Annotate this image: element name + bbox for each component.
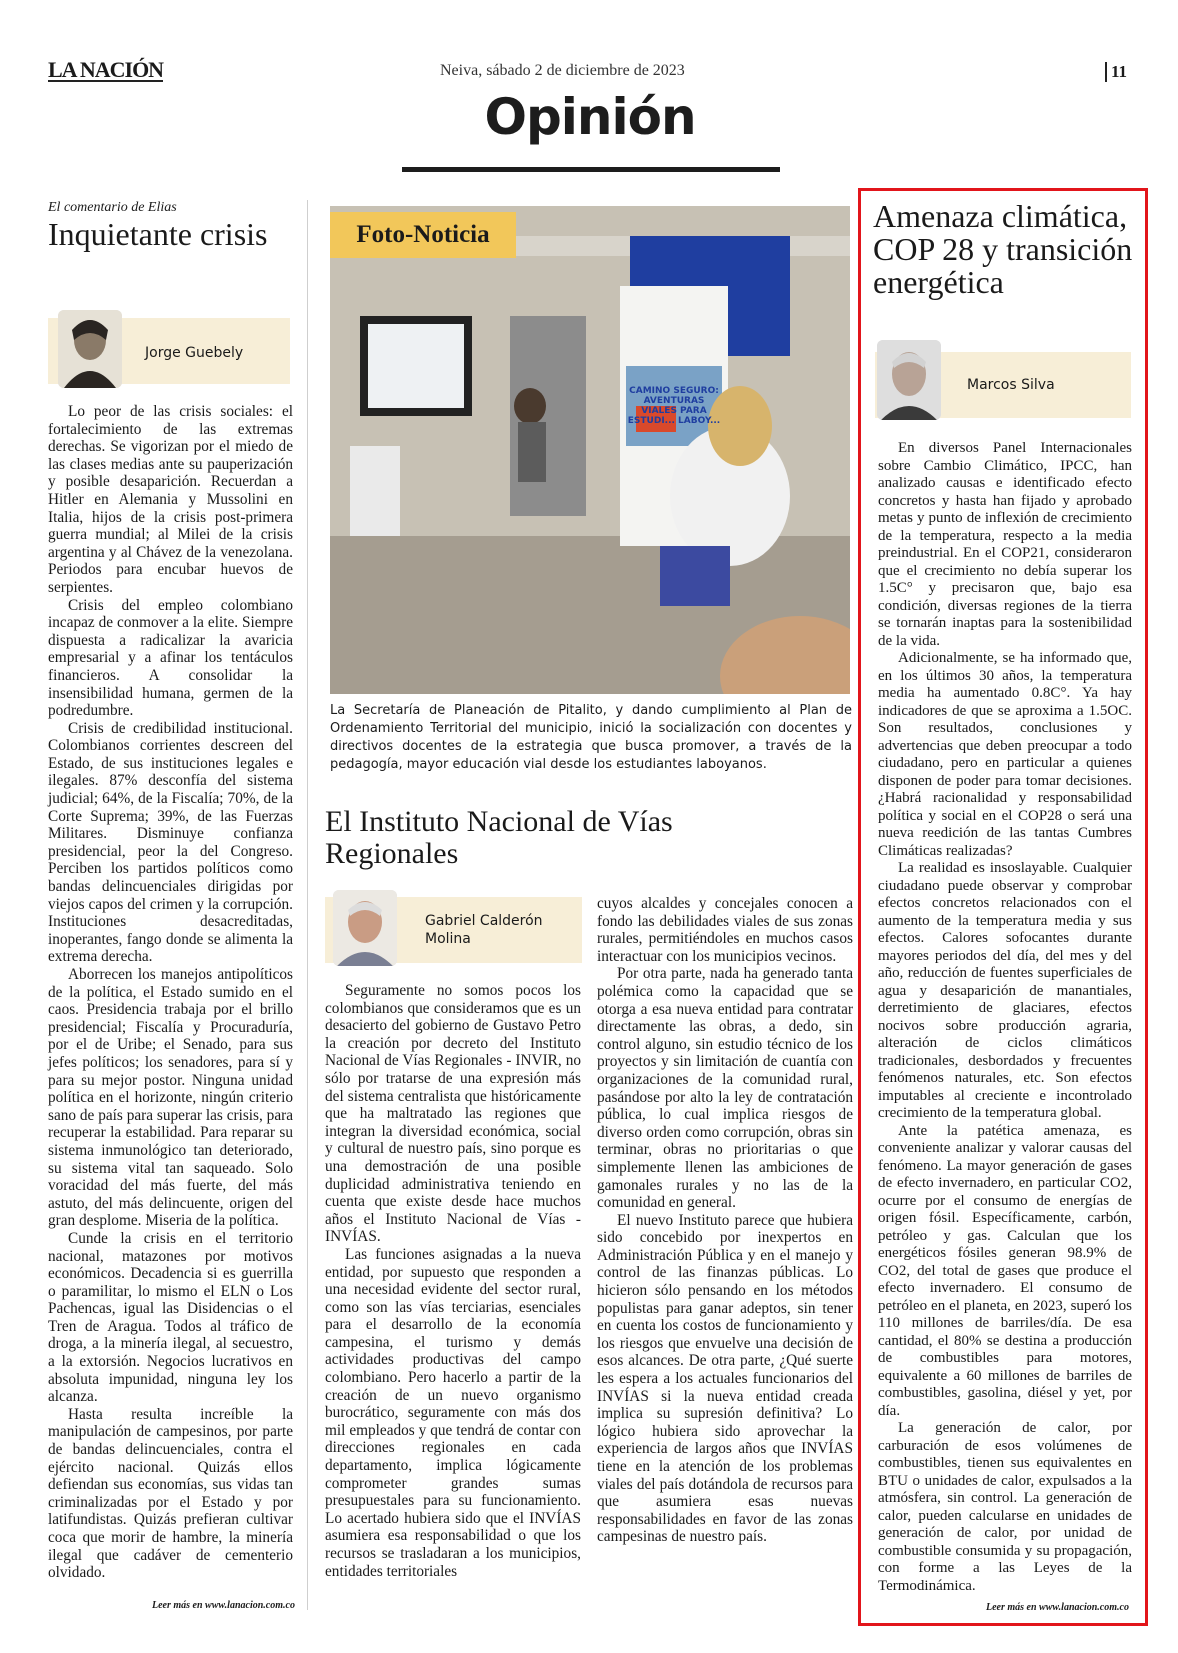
paragraph: La realidad es insoslayable. Cualquier ciudadano puede observar y comprobar efectos concretos relacionados con el aumento de la temperatura media y sus efectos. Calores sofocantes durante mayores periodos del día, del mes y del año, reducción de fuentes superficiales de agua y desaparición de manantiales, derretimiento de glaciares, efectos nocivos sobre producción agraria, alteración de ciclos climáticos tradicionales, desbordados y frecuentes fenómenos naturales, etc. Son efectos imputables al creciente e incontrolado crecimiento de la temperatura global. <box>878 860 1132 1121</box>
newspaper-logo: LA NACIÓN <box>48 57 164 82</box>
paragraph: Adicionalmente, se ha informado que, en los últimos 30 años, la temperatura media ha aumentado 0.8C°. Ya hay indicadores de que se aproxima a 1.5OC. Son resultados, conclusiones y advertencias que deben preocupar a todo ciudadano, pero en particular a quienes disponen de poder para tomar decisiones. ¿Habrá racionalidad y responsabilidad política y social en el COP28 o será una nueva reedición de las tantas Cumbres Climáticas realizadas? <box>878 650 1132 859</box>
author-photo <box>333 890 397 966</box>
paragraph: Aborrecen los manejos antipolíticos de la política, el Estado sumido en el caos. Presidencia trabaja por el brillo presidencial; Fiscalía y Procuraduría, por el de Uribe; el Senado, para sus jefes políticos; los senadores, para sí y para su mejor postor. Ninguna unidad política en el horizonte, ningún criterio sano de país para superar las crisis, para recuperar la estabilidad. Para reparar su sistema inmunológico tan deteriorado, su sistema vital tan saqueado. Solo voracidad del más fuerte, del más astuto, del más delincuente, origen del gran desplome. Miseria de la política. <box>48 966 293 1230</box>
paragraph: Crisis de credibilidad institucional. Colombianos corrientes descreen del Estado, de sus instituciones legales e ilegales. 87% desconfía del sistema judicial; 64%, de la Fiscalía; 70%, de la Corte Suprema; 39%, de las Fuerzas Militares. Disminuye confianza presidencial, peor la del Congreso. Perciben los partidos políticos como bandas delincuenciales dirigidas por viejos capos del crimen y la corrupción. Instituciones desacreditadas, inoperantes, fango donde se alimenta la extrema derecha. <box>48 719 293 966</box>
read-more-link[interactable]: Leer más en www.lanacion.com.co <box>986 1602 1129 1613</box>
paragraph: Lo peor de las crisis sociales: el fortalecimiento de las extremas derechas. Se vigorizan por el miedo de las clases medias ante su pauperización y posible desaparición. Recuerdan a Hitler en Alemania y Mussolini en Italia, hijos de la crisis post-primera guerra mundial; al Milei de la crisis argentina y al Chávez de la venezolana. Periodos para encubar huevos de serpientes. <box>48 403 293 596</box>
article-title: Amenaza climática, COP 28 y transición energética <box>873 198 1133 300</box>
paragraph: Crisis del empleo colombiano incapaz de conmover a la elite. Siempre dispuesta a radicalizar la avaricia empresarial y a afinar los tentáculos financieros. A consolidar la insensibilidad humana, germen de la podredumbre. <box>48 596 293 720</box>
section-title: Opinión <box>484 88 696 146</box>
article-title: Inquietante crisis <box>48 216 268 252</box>
article-body-col2 <box>597 895 853 1546</box>
paragraph: La generación de calor, por carburación de esos volúmenes de combustibles, tienen sus equivalentes en BTU o unidades de calor, expulsados a la atmósfera, sin control. La generación de calor, pueden calcularse en unidades de generación de calor, por unidad de combustible consumida y su propagación, con forme a las Leyes de la Termodinámica. <box>878 1420 1132 1594</box>
article-body <box>878 440 1132 1595</box>
article-title: El Instituto Nacional de Vías Regionales <box>325 805 673 870</box>
photo-news-tag: Foto-Noticia <box>330 212 516 258</box>
paragraph: El nuevo Instituto parece que hubiera sido concebido por inexpertos en Administración Pública y en el manejo y control de las finanzas públicas. Lo hicieron sólo pensando en los métodos populistas para ganar adeptos, sin tener en cuenta los costos de funcionamiento y los riesgos que envuelve una decisión de esos alcances. De otra parte, ¿Qué suerte les espera a los actuales funcionarios del INVÍAS si la nueva entidad creada implica su supresión definitiva? Lo lógico hubiera sido aprovechar la experiencia de largos años que INVÍAS tiene en la atención de los problemas viales del país dotándola de recursos para que asumiera esas nuevas responsabilidades en favor de las zonas campesinas de nuestro país. <box>597 1211 853 1546</box>
author-photo <box>58 310 122 388</box>
paragraph: En diversos Panel Internacionales sobre Cambio Climático, IPCC, han analizado causas e identificado efecto concretos y hasta han fijado y aprobado metas y punto de inflexión de crecimiento de la temperatura, respecto a la media preindustrial. En el COP21, consideraron que el crecimiento no debía superar los 1.5C° y precisaron que, bajo esa condición, diversas regiones de la tierra se tornarán inaptas para la sostenibilidad de la vida. <box>878 440 1132 649</box>
article-body <box>48 403 293 1582</box>
paragraph: Seguramente no somos pocos los colombianos que consideramos que es un desacierto del gobierno de Gustavo Petro la creación por decreto del Instituto Nacional de Vías Regionales - INVIR, no sólo por tratarse de una expresión más del sistema centralista que históricamente que ha maltratado las regiones que integran la diversidad económica, social y cultural de nuestro país, sino porque es una demostración de una posible duplicidad administrativa teniendo en cuenta que existe desde hace muchos años el Instituto Nacional de Vías - INVÍAS. <box>325 982 581 1246</box>
column-divider <box>307 200 308 1610</box>
page-number: 11 <box>1105 62 1127 82</box>
dateline: Neiva, sábado 2 de diciembre de 2023 <box>440 62 685 79</box>
paragraph: Por otra parte, nada ha generado tanta polémica como la capacidad que se otorga a esa nueva entidad para contratar directamente las obras, a dedo, sin control alguno, sin estudio técnico de los proyectos y sin limitación de cuantía con organizaciones de la comunidad rural, pasándose por alto la ley de contratación pública, lo cual implica riesgos de diverso orden como corrupción, obras sin terminar, obras no prioritarias o que simplemente llenen las ambiciones de gamonales rurales y no las de la comunidad en general. <box>597 965 853 1212</box>
poster-text: CAMINO SEGURO: AVENTURAS VIALES PARA ESTUDI... LABOY... <box>627 386 721 426</box>
author-name: Jorge Guebely <box>145 345 244 361</box>
news-photo <box>330 206 850 694</box>
article-kicker: El comentario de Elias <box>48 200 177 215</box>
section-underline <box>402 167 780 172</box>
photo-caption: La Secretaría de Planeación de Pitalito, y dando cumplimiento al Plan de Ordenamiento Territorial del municipio, inició la socialización con docentes y directivos docentes de la estrategia que busca promover, a través de la pedagogía, mayor educación vial desde los estudiantes laboyanos. <box>330 703 852 772</box>
paragraph: cuyos alcaldes y concejales conocen a fondo las debilidades viales de sus zonas rurales, permitiéndoles en muchos casos interactuar con los municipios vecinos. <box>597 895 853 965</box>
article-body-col1 <box>325 982 581 1580</box>
author-name: Marcos Silva <box>967 377 1055 393</box>
paragraph: Ante la patética amenaza, es conveniente analizar y valorar causas del fenómeno. La mayor generación de gases de efecto invernadero, en particular CO2, ocurre por el consumo de energías de origen fósil. Específicamente, carbón, petróleo y gas. Calculan que los energéticos fósiles generan 98.9% de CO2, del total de gases que produce el efecto invernadero. El consumo de petróleo en el planeta, en 2023, superó los 110 millones de barriles/día. De esa cantidad, el 80% se destina a producción de combustibles para motores, equivalente a 60 millones de barriles de combustibles, gasolina, diésel y yet, por día. <box>878 1122 1132 1419</box>
paragraph: Las funciones asignadas a la nueva entidad, por supuesto que responden a una necesidad evidente del sector rural, como son las vías terciarias, esenciales para el desarrollo de la economía campesina, el turismo y demás actividades productivas del campo colombiano. Pero hacerlo a partir de la creación de un nuevo organismo burocrático, seguramente con más dos mil empleados y que tendrá de contar con direcciones regionales en cada departamento, implica lógicamente comprometer grandes sumas presupuestales para su funcionamiento. Lo acertado hubiera sido que el INVÍAS asumiera esa responsabilidad o que los recursos se trasladaran a los municipios, entidades territoriales <box>325 1245 581 1580</box>
paragraph: Cunde la crisis en el territorio nacional, matazones por motivos económicos. Decadencia si es guerrilla o paramilitar, lo mismo el ELN o Los Pachencas, igual las Disidencias o el Tren de Aragua. Todos al tráfico de droga, a la minería ilegal, al secuestro, a la extorsión. Negocios lucrativos en absoluta impunidad, ninguna ley los alcanza. <box>48 1229 293 1406</box>
author-name: Gabriel Calderón Molina <box>425 913 543 947</box>
paragraph: Hasta resulta increíble la manipulación de campesinos, por parte de bandas delincuenciales, contra el ejército nacional. Quizás ellos defiendan sus economías, sus vidas tan criminalizadas por el Estado y por latifundistas. Quizás prefieran cultivar coca que morir de hambre, la minería ilegal que cadáver de cementerio olvidado. <box>48 1405 293 1582</box>
author-photo <box>877 340 941 420</box>
read-more-link[interactable]: Leer más en www.lanacion.com.co <box>152 1600 295 1611</box>
